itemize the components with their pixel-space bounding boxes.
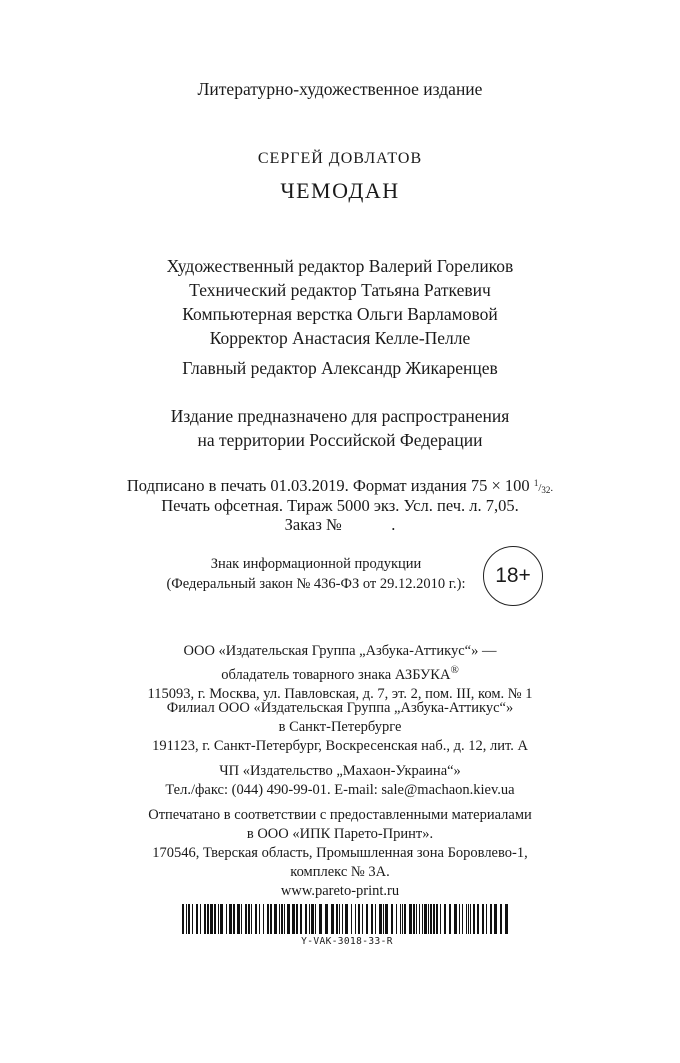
branch-line-1: Филиал ООО «Издательская Группа „Азбука-Аттикус“» [166, 700, 514, 716]
fraction-denominator: 32 [541, 485, 551, 495]
printer-line-4: комплекс № 3А. [290, 864, 390, 880]
book-title: ЧЕМОДАН [280, 178, 400, 203]
barcode-code: Y-VAK-3018-33-R [301, 936, 393, 947]
age-rating-badge: 18+ [483, 546, 543, 606]
credit-tech-editor: Технический редактор Татьяна Раткевич [189, 280, 491, 300]
ukraine-contacts: Тел./факс: (044) 490-99-01. E-mail: sale@machaon.kiev.ua [165, 782, 515, 798]
credit-chief-editor: Главный редактор Александр Жикаренцев [182, 358, 498, 378]
age-sign-line-1: Знак информационной продукции [210, 556, 422, 572]
printer-line-2: в ООО «ИПК Парето-Принт». [246, 826, 434, 842]
registered-mark: ® [450, 664, 459, 676]
printer-block [0, 806, 680, 901]
distribution-line-2: на территории Российской Федерации [197, 430, 483, 450]
print-format-text: Подписано в печать 01.03.2019. Формат издания 75 × 100 [126, 476, 530, 495]
branch-line-2: в Санкт-Петербурге [278, 719, 402, 735]
publisher-line-2 [0, 661, 680, 685]
age-sign-line-2: (Федеральный закон № 436-ФЗ от 29.12.2010 г.): [166, 576, 466, 592]
author-name: СЕРГЕЙ ДОВЛАТОВ [257, 150, 423, 167]
branch-block [0, 699, 680, 756]
ukraine-block [0, 762, 680, 800]
order-number: Заказ № . [284, 515, 396, 534]
printer-line-1: Отпечатано в соответствии с предоставленными материалами [148, 807, 532, 823]
publisher-block [0, 642, 680, 704]
credit-layout: Компьютерная верстка Ольги Варламовой [182, 304, 498, 324]
barcode [182, 904, 512, 934]
publisher-trademark-text: обладатель товарного знака АЗБУКА [221, 666, 451, 683]
credit-art-editor: Художественный редактор Валерий Гореликов [166, 256, 514, 276]
printer-website: www.pareto-print.ru [280, 883, 400, 899]
branch-address: 191123, г. Санкт-Петербург, Воскресенская наб., д. 12, лит. А [152, 738, 528, 754]
ukraine-line-1: ЧП «Издательство „Махаон-Украина“» [219, 763, 461, 779]
age-sign-text [148, 554, 484, 594]
publisher-address: 115093, г. Москва, ул. Павловская, д. 7, эт. 2, пом. III, ком. № 1 [147, 685, 533, 702]
print-info-line-2: Печать офсетная. Тираж 5000 экз. Усл. печ. л. 7,05. [161, 496, 519, 515]
series-label: Литературно-художественное издание [197, 79, 483, 99]
format-fraction: $^1/_{32}$. [533, 478, 554, 495]
publisher-line-1: ООО «Издательская Группа „Азбука-Аттикус“» — [183, 643, 497, 659]
credit-proofreader: Корректор Анастасия Келле-Пелле [209, 328, 471, 348]
printer-line-3: 170546, Тверская область, Промышленная зона Боровлево-1, [152, 845, 528, 861]
print-info-line-1 [0, 476, 680, 496]
fraction-numerator: 1 [533, 478, 539, 488]
distribution-line-1: Издание предназначено для распространения [170, 406, 510, 426]
